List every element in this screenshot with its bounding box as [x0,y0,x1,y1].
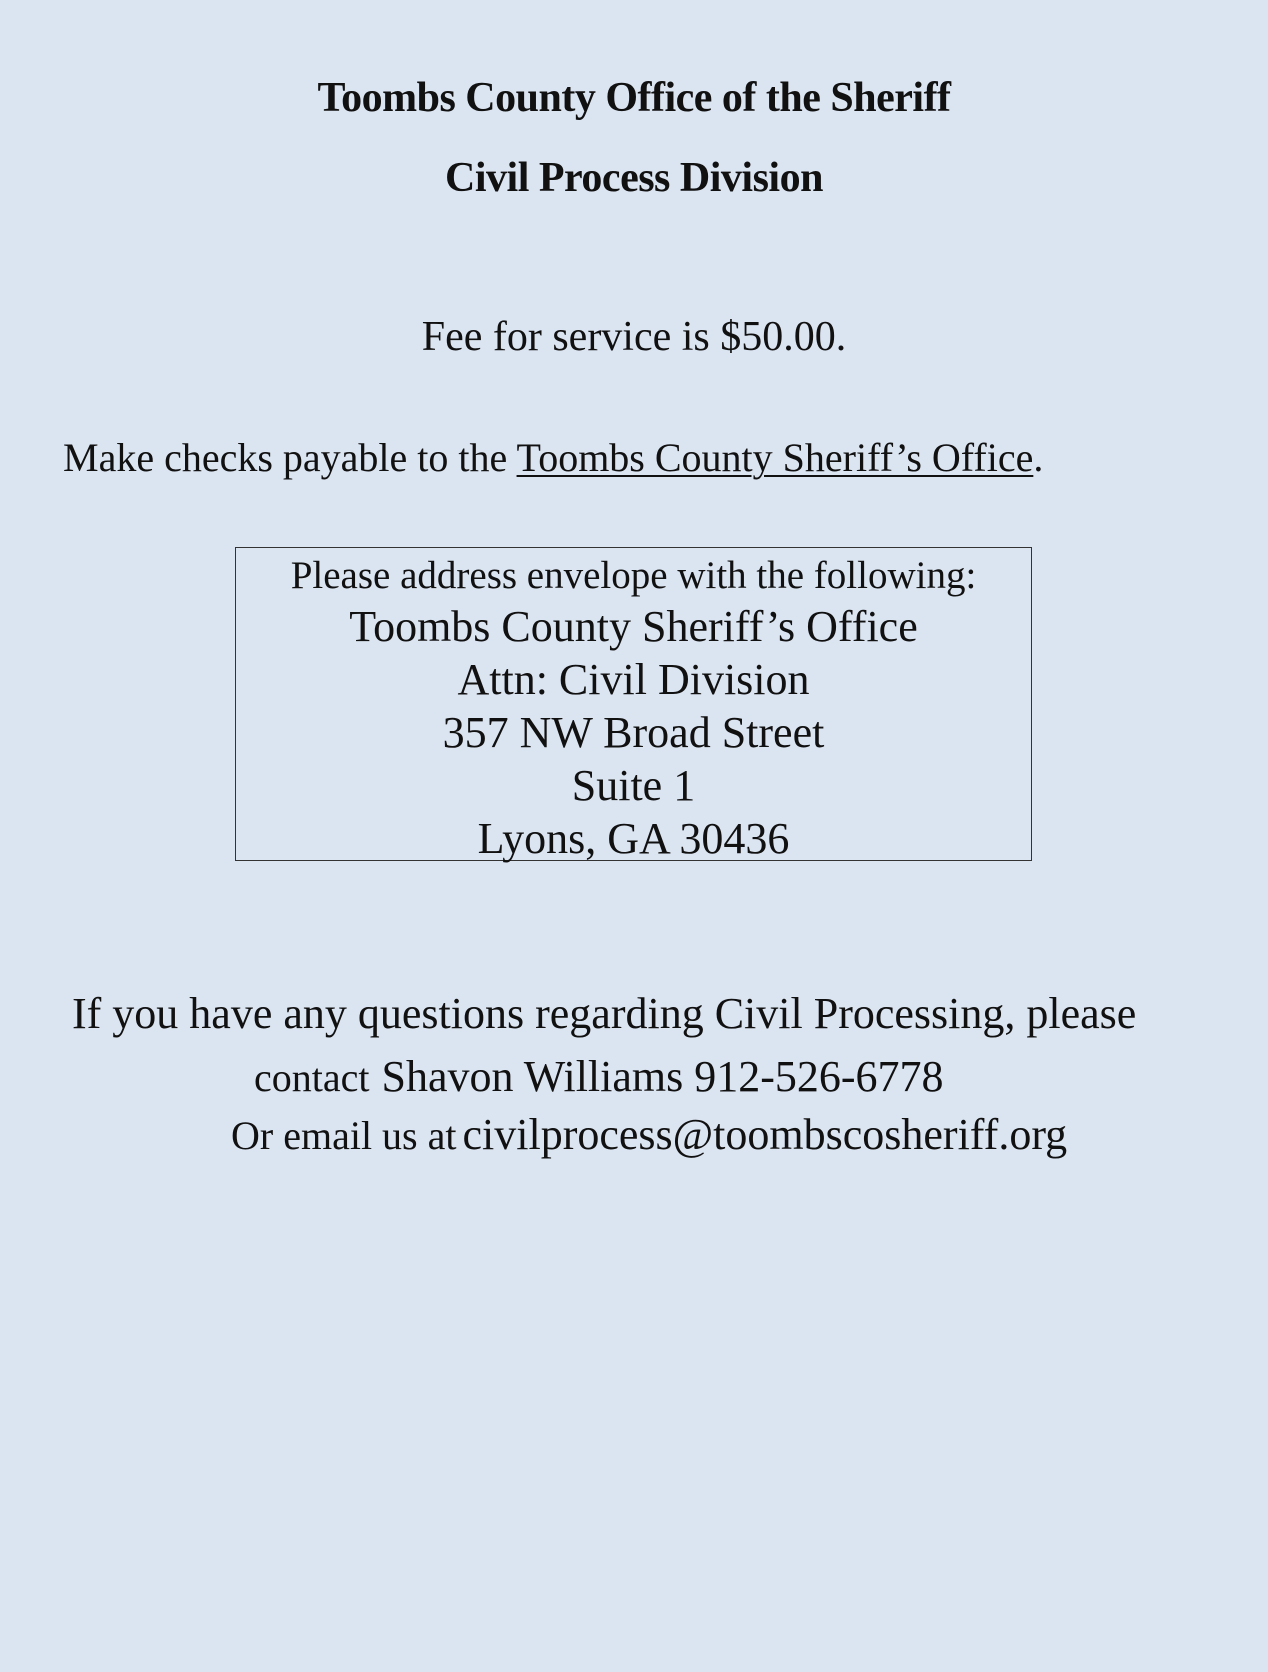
email-address: civilprocess@toombscosheriff.org [462,1110,1068,1159]
payable-suffix: . [1033,435,1044,480]
contact-label: contact [254,1055,370,1100]
page-title: Toombs County Office of the Sheriff [317,75,951,121]
address-line-street: 357 NW Broad Street [442,708,825,757]
contact-name-phone: Shavon Williams 912-526-6778 [381,1052,944,1101]
address-instructions: Please address envelope with the following: [290,554,977,597]
contact-person-row [254,1051,944,1102]
address-line-office: Toombs County Sheriff’s Office [349,602,918,651]
mailing-address-box [235,547,1032,861]
contact-question-text: If you have any questions regarding Civil Processing, please [72,989,1137,1038]
payable-statement [63,434,1043,481]
payable-prefix: Make checks payable to the [63,435,517,480]
address-line-city: Lyons, GA 30436 [477,814,790,863]
address-line-suite: Suite 1 [571,761,696,810]
fee-statement: Fee for service is $50.00. [421,314,847,360]
page-subtitle: Civil Process Division [445,155,823,201]
address-line-attn: Attn: Civil Division [457,655,810,704]
contact-email-row [231,1109,1067,1160]
payee-name: Toombs County Sheriff’s Office [516,435,1034,480]
email-prefix: Or email us at [231,1113,457,1158]
